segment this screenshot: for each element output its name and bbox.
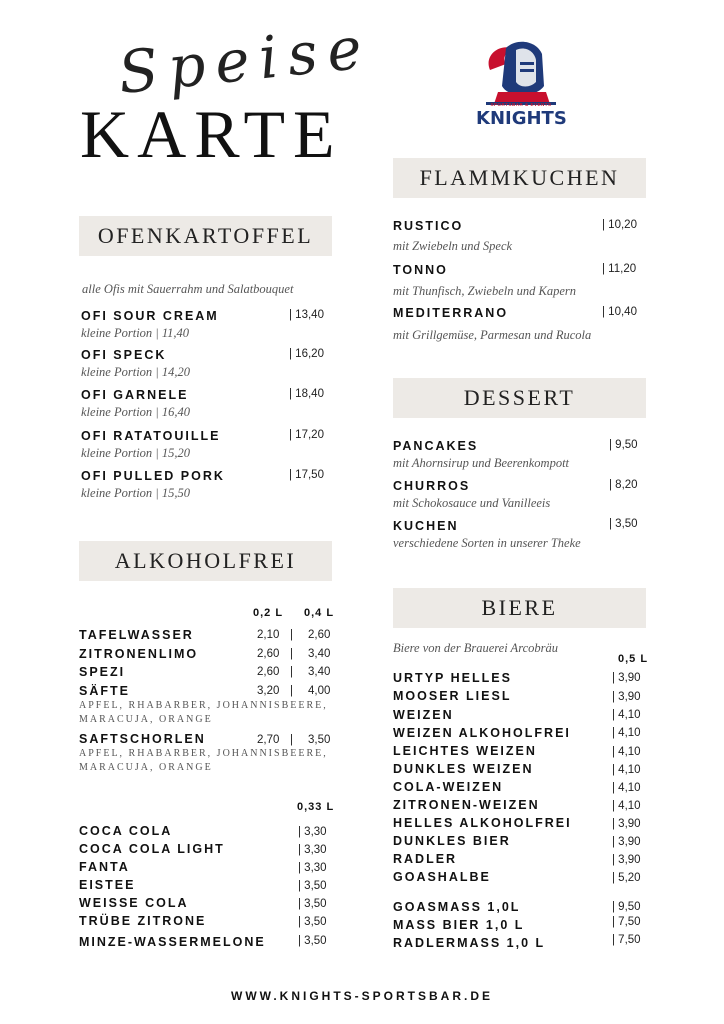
- menu-item-price: | 17,50: [289, 469, 324, 481]
- drink-price-small: 2,70: [257, 734, 280, 746]
- section-biere: BIERE: [393, 588, 646, 628]
- menu-item-desc: kleine Portion | 11,40: [81, 326, 190, 340]
- beer-price: | 9,50: [612, 901, 641, 913]
- beer-name: WEIZEN ALKOHOLFREI: [393, 726, 571, 740]
- logo: [476, 36, 566, 136]
- beer-price: | 3,90: [612, 836, 641, 848]
- section-alkoholfrei: ALKOHOLFREI: [79, 541, 332, 581]
- beer-price: | 7,50: [612, 916, 641, 928]
- beer-name: WEIZEN: [393, 708, 454, 722]
- juice-varieties: APFEL, RHABARBER, JOHANNISBEERE,: [79, 748, 328, 759]
- beer-price: | 4,10: [612, 800, 641, 812]
- drink-name: WEISSE COLA: [79, 896, 189, 910]
- beer-name: MASS BIER 1,0 L: [393, 918, 525, 932]
- column-header: 0,2 L: [253, 607, 284, 619]
- drink-price: | 3,50: [298, 880, 327, 892]
- column-header: 0,33 L: [297, 801, 335, 813]
- beer-name: HELLES ALKOHOLFREI: [393, 816, 572, 830]
- beer-name: DUNKLES BIER: [393, 834, 511, 848]
- drink-price: | 3,50: [298, 935, 327, 947]
- drink-name: TRÜBE ZITRONE: [79, 914, 207, 928]
- menu-item-desc: mit Zwiebeln und Speck: [393, 239, 513, 253]
- section-flammkuchen: FLAMMKUCHEN: [393, 158, 646, 198]
- menu-item-price: | 8,20: [609, 479, 638, 491]
- drink-name: ZITRONENLIMO: [79, 647, 199, 661]
- column-header: 0,5 L: [618, 653, 649, 665]
- menu-item-desc: kleine Portion | 15,50: [81, 486, 190, 500]
- beer-price: | 4,10: [612, 746, 641, 758]
- menu-item-price: | 9,50: [609, 439, 638, 451]
- drink-price-small: 3,20: [257, 685, 280, 697]
- drink-price-small: 2,60: [257, 648, 280, 660]
- menu-item-desc: verschiedene Sorten in unserer Theke: [393, 536, 581, 550]
- drink-price: | 3,50: [298, 898, 327, 910]
- drink-price-large: 3,50: [308, 734, 331, 746]
- beer-price: | 7,50: [612, 934, 641, 946]
- drink-price-small: 2,60: [257, 666, 280, 678]
- drink-price: | 3,30: [298, 844, 327, 856]
- drink-name: TAFELWASSER: [79, 628, 194, 642]
- menu-item-desc: kleine Portion | 14,20: [81, 365, 190, 379]
- menu-item-name: TONNO: [393, 263, 448, 277]
- menu-item-desc: mit Ahornsirup und Beerenkompott: [393, 456, 570, 470]
- price-separator: |: [290, 648, 293, 660]
- menu-item-desc: kleine Portion | 15,20: [81, 446, 190, 460]
- menu-item-price: | 11,20: [602, 263, 637, 275]
- menu-item-name: CHURROS: [393, 479, 471, 493]
- menu-item-name: OFI RATATOUILLE: [81, 429, 221, 443]
- menu-item-name: KUCHEN: [393, 519, 459, 533]
- drink-price-large: 3,40: [308, 666, 331, 678]
- beer-name: RADLER: [393, 852, 458, 866]
- beer-price: | 5,20: [612, 872, 641, 884]
- price-separator: |: [290, 666, 293, 678]
- menu-item-price: | 10,20: [602, 219, 637, 231]
- drink-name: EISTEE: [79, 878, 136, 892]
- beer-name: RADLERMASS 1,0 L: [393, 936, 546, 950]
- drink-price: | 3,30: [298, 862, 327, 874]
- beer-price: | 4,10: [612, 782, 641, 794]
- footer-url[interactable]: WWW.KNIGHTS-SPORTSBAR.DE: [231, 989, 493, 1003]
- beer-name: LEICHTES WEIZEN: [393, 744, 537, 758]
- beer-price: | 3,90: [612, 672, 641, 684]
- column-header: 0,4 L: [304, 607, 335, 619]
- price-separator: |: [290, 734, 293, 746]
- menu-item-price: | 13,40: [289, 309, 324, 321]
- beer-name: MOOSER LIESL: [393, 689, 512, 703]
- menu-item-desc: mit Thunfisch, Zwiebeln und Kapern: [393, 284, 576, 298]
- section-dessert: DESSERT: [393, 378, 646, 418]
- beer-price: | 3,90: [612, 691, 641, 703]
- menu-item-name: PANCAKES: [393, 439, 479, 453]
- beer-name: DUNKLES WEIZEN: [393, 762, 534, 776]
- price-separator: |: [290, 629, 293, 641]
- drink-name: SPEZI: [79, 665, 126, 679]
- drink-price: | 3,30: [298, 826, 327, 838]
- section-ofenkartoffel: OFENKARTOFFEL: [79, 216, 332, 256]
- beer-price: | 3,90: [612, 854, 641, 866]
- menu-item-name: OFI SPECK: [81, 348, 167, 362]
- beer-name: GOASMASS 1,0L: [393, 900, 521, 914]
- menu-item-price: | 17,20: [289, 429, 324, 441]
- drink-name: FANTA: [79, 860, 130, 874]
- beer-price: | 3,90: [612, 818, 641, 830]
- juice-varieties: MARACUJA, ORANGE: [79, 714, 213, 725]
- juice-varieties: APFEL, RHABARBER, JOHANNISBEERE,: [79, 700, 328, 711]
- drink-name: SÄFTE: [79, 684, 130, 698]
- drink-price: | 3,50: [298, 916, 327, 928]
- page-title: KARTE: [80, 96, 343, 172]
- menu-item-desc: mit Grillgemüse, Parmesan und Rucola: [393, 328, 592, 342]
- menu-item-price: | 18,40: [289, 388, 324, 400]
- drink-price-large: 4,00: [308, 685, 331, 697]
- biere-note: Biere von der Brauerei Arcobräu: [393, 641, 559, 655]
- logo-text: KNIGHTS: [476, 108, 567, 129]
- drink-name: MINZE-WASSERMELONE: [79, 935, 266, 949]
- drink-price-small: 2,10: [257, 629, 280, 641]
- ofenkartoffel-note: alle Ofis mit Sauerrahm und Salatbouquet: [82, 282, 294, 296]
- menu-item-price: | 16,20: [289, 348, 324, 360]
- drink-name: SAFTSCHORLEN: [79, 732, 206, 746]
- menu-item-name: OFI PULLED PORK: [81, 469, 225, 483]
- drink-name: COCA COLA LIGHT: [79, 842, 225, 856]
- beer-name: URTYP HELLES: [393, 671, 512, 685]
- juice-varieties: MARACUJA, ORANGE: [79, 762, 213, 773]
- logo-subtext: SPORTSBAR & EVENTS: [490, 102, 552, 107]
- beer-name: GOASHALBE: [393, 870, 491, 884]
- menu-item-price: | 10,40: [602, 306, 637, 318]
- menu-item-name: OFI SOUR CREAM: [81, 309, 219, 323]
- menu-item-price: | 3,50: [609, 518, 638, 530]
- beer-name: ZITRONEN-WEIZEN: [393, 798, 540, 812]
- title-script: Speise: [115, 12, 375, 108]
- menu-item-name: OFI GARNELE: [81, 388, 189, 402]
- drink-price-large: 2,60: [308, 629, 331, 641]
- beer-price: | 4,10: [612, 727, 641, 739]
- beer-price: | 4,10: [612, 709, 641, 721]
- menu-item-desc: mit Schokosauce und Vanilleeis: [393, 496, 551, 510]
- menu-item-desc: kleine Portion | 16,40: [81, 405, 190, 419]
- beer-price: | 4,10: [612, 764, 641, 776]
- menu-item-name: MEDITERRANO: [393, 306, 509, 320]
- beer-name: COLA-WEIZEN: [393, 780, 504, 794]
- menu-item-name: RUSTICO: [393, 219, 464, 233]
- price-separator: |: [290, 685, 293, 697]
- drink-price-large: 3,40: [308, 648, 331, 660]
- drink-name: COCA COLA: [79, 824, 173, 838]
